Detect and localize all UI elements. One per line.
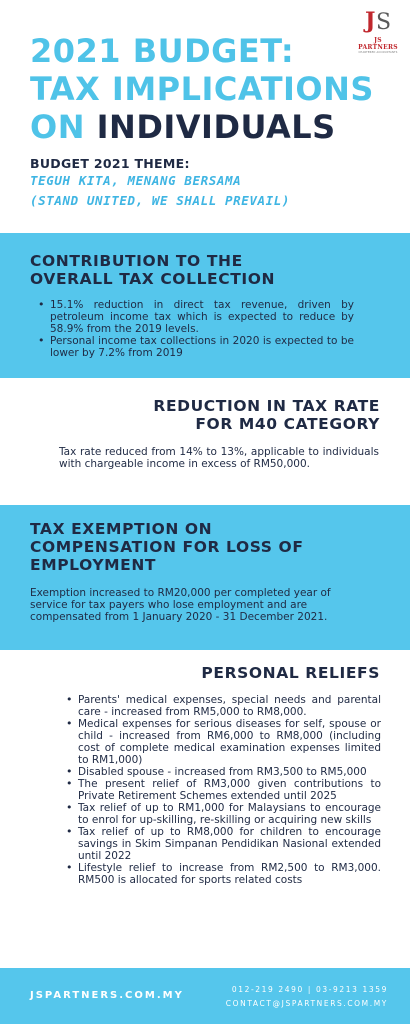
footer-phones: 012-219 2490 | 03-9213 1359 <box>231 985 388 994</box>
reliefs-section-title: PERSONAL RELIEFS <box>201 664 380 682</box>
budget-theme <box>30 156 380 211</box>
brand-name: JS PARTNERS <box>358 37 398 51</box>
exemption-title-line-1: TAX EXEMPTION ON <box>30 520 213 538</box>
theme-malay: TEGUH KITA, MENANG BERSAMA <box>30 173 242 188</box>
exemption-title-line-3: EMPLOYMENT <box>30 556 157 574</box>
list-item: • Disabled spouse - increased from RM3,500 to RM5,000 <box>64 766 381 778</box>
page-title <box>30 32 380 146</box>
list-item: • Parents' medical expenses, special needs and parental care - increased from RM5,000 to RM8,000. <box>64 694 381 718</box>
title-line-1: 2021 BUDGET: <box>30 32 295 70</box>
exemption-title-line-2: COMPENSATION FOR LOSS OF <box>30 538 304 556</box>
reduction-title-line-2: FOR M40 CATEGORY <box>195 415 380 433</box>
list-item: • The present relief of RM3,000 given contributions to Private Retirement Schemes extended until 2025 <box>64 778 381 802</box>
reduction-text: Tax rate reduced from 14% to 13%, applicable to individuals with chargeable income in excess of RM50,000. <box>59 446 379 470</box>
title-line-2: TAX IMPLICATIONS <box>30 70 374 108</box>
list-item: • Medical expenses for serious diseases for self, spouse or child - increased from RM6,000 to RM8,000 (including cost of complete medical examination expenses limited to RM1,000) <box>64 718 381 766</box>
js-monogram-icon: J S <box>365 8 392 35</box>
exemption-text: Exemption increased to RM20,000 per completed year of service for tax payers who lose employment and are compensated from 1 January 2020 - 31 December 2021. <box>30 587 331 623</box>
contribution-section-title <box>30 252 380 288</box>
reduction-section-title <box>80 397 380 433</box>
list-item: • Tax relief of up to RM8,000 for children to encourage savings in Skim Simpanan Pendidikan Nasional extended until 2022 <box>64 826 381 862</box>
contribution-list <box>36 299 354 359</box>
list-item: • Lifestyle relief to increase from RM2,500 to RM3,000. RM500 is allocated for sports related costs <box>64 862 381 886</box>
footer-website-link[interactable]: JSPARTNERS.COM.MY <box>30 990 184 1001</box>
reliefs-list <box>64 694 381 886</box>
contribution-title-line-1: CONTRIBUTION TO THE <box>30 252 243 270</box>
footer-email-link[interactable]: CONTACT@JSPARTNERS.COM.MY <box>225 999 388 1008</box>
brand-tagline: CHARTERED ACCOUNTANTS <box>358 51 398 54</box>
title-line-3-prefix: ON <box>30 108 97 146</box>
footer-contact <box>226 983 388 1011</box>
list-item: • 15.1% reduction in direct tax revenue, driven by petroleum income tax which is expected to reduce by 58.9% from the 2019 levels. <box>36 299 354 335</box>
exemption-section-title <box>30 520 380 574</box>
reduction-title-line-1: REDUCTION IN TAX RATE <box>153 397 380 415</box>
theme-english: (STAND UNITED, WE SHALL PREVAIL) <box>30 193 291 208</box>
title-line-3-emphasis: INDIVIDUALS <box>96 108 336 146</box>
theme-label: BUDGET 2021 THEME: <box>30 156 190 171</box>
list-item: • Tax relief of up to RM1,000 for Malaysians to encourage to enrol for up-skilling, re-skilling or acquiring new skills <box>64 802 381 826</box>
list-item: • Personal income tax collections in 2020 is expected to be lower by 7.2% from 2019 <box>36 335 354 359</box>
contribution-title-line-2: OVERALL TAX COLLECTION <box>30 270 276 288</box>
title-line-3 <box>30 108 380 146</box>
